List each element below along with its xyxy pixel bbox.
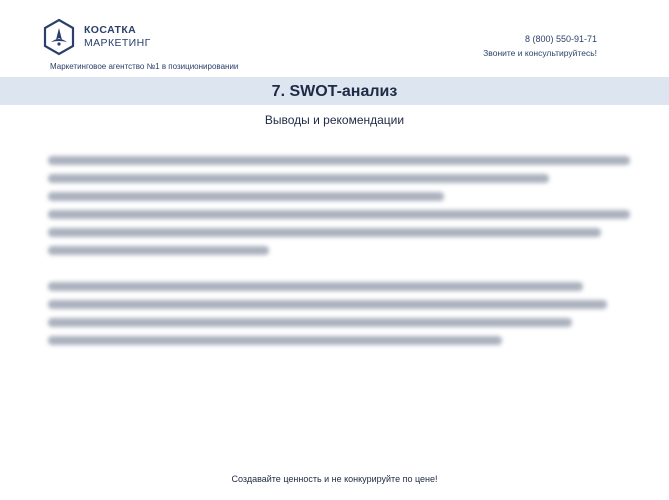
blurred-paragraph-1 (48, 156, 630, 264)
hexagon-emblem-icon (42, 18, 76, 56)
agency-tagline: Маркетинговое агентство №1 в позиционировании (50, 62, 239, 71)
call-text: Звоните и консультируйтесь! (483, 48, 597, 58)
section-subtitle: Выводы и рекомендации (264, 113, 405, 127)
section-title: 7. SWOT-анализ (271, 83, 398, 100)
phone-number[interactable]: 8 (800) 550-91-71 (524, 34, 597, 44)
blurred-paragraph-2 (48, 282, 630, 354)
footer-tagline: Создавайте ценность и не конкурируйте по цене! (231, 474, 438, 484)
brand-name: КОСАТКА (84, 24, 137, 36)
brand-sub: МАРКЕТИНГ (84, 37, 151, 49)
